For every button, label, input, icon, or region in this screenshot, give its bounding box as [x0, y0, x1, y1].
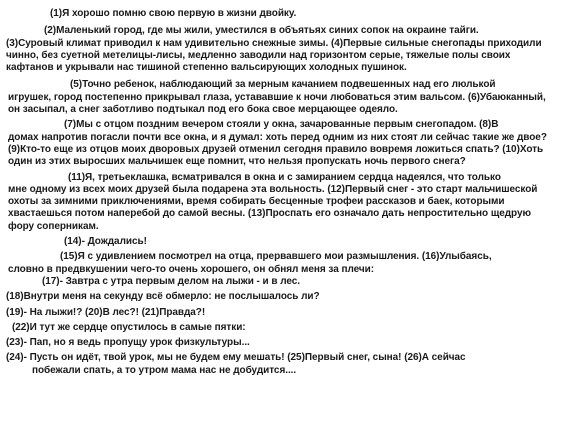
paragraph-19-text: (19)- На лыжи!? (20)В лес?! (21)Правда?!: [6, 306, 206, 318]
paragraph-11-continuation: мне одному из всех моих друзей была подарена эта вольность. (12)Первый снег - это старт мальчишеской охоты за зимними приключениями, время собирать бесценные трофеи рассказов и баек, которыми хвастаешься потом наперебой до самой весны. (13)Проспать его означало дать непростительно щедрую фору соперникам.: [8, 183, 538, 232]
paragraph-11: [0, 169, 573, 233]
paragraph-15-first-line: (15)Я с удивлением посмотрел на отца, прервавшего мои размышления. (16)Улыбаясь,: [60, 251, 492, 263]
paragraph-7-first-line: (7)Мы с отцом поздним вечером стояли у окна, зачарованные первым снегопадом. (8)В: [64, 119, 499, 131]
paragraph-17-text: (17)- Завтра с утра первым делом на лыжи - и в лес.: [42, 275, 300, 287]
paragraph-5-continuation: игрушек, город постепенно прикрывал глаза, устававшие к ночи любоваться этим вальсом. (6)Убаюканный, он засыпал, а снег заботливо подтыкал под его бока свое мерцающее одеяло.: [8, 91, 546, 116]
paragraph-15: [0, 248, 573, 276]
paragraph-22-text: (22)И тут же сердце опустилось в самые пятки:: [12, 321, 246, 333]
paragraph-22: [0, 319, 573, 334]
paragraph-23: [0, 334, 573, 349]
paragraph-5-first-line: (5)Точно ребенок, наблюдающий за мерным качанием подвешенных над его люлькой: [70, 79, 496, 91]
paragraph-24-first-line: (24)- Пусть он идёт, твой урок, мы не будем ему мешать! (25)Первый снег, сына! (26)А сейчас: [6, 352, 466, 364]
paragraph-5: [0, 74, 573, 116]
paragraph-24: [0, 349, 573, 377]
paragraph-14-text: (14)- Дождались!: [64, 236, 147, 248]
paragraph-19: [0, 304, 573, 319]
paragraph-2: [0, 20, 573, 74]
paragraph-7: [0, 116, 573, 168]
paragraph-11-first-line: (11)Я, третьеклашка, всматривался в окна и с замиранием сердца надеялся, что только: [68, 171, 501, 183]
paragraph-14: [0, 233, 573, 248]
paragraph-2-continuation: (3)Суровый климат приводил к нам удивительно снежные зимы. (4)Первые сильные снегопады приходили чинно, без суетной метелицы-лисы, медленно заводили над горизонтом серые, тяжелые полы своих кафтанов и укрывали нас тишиной степенно вальсирующих холодных пушинок.: [6, 37, 542, 74]
paragraph-17: [0, 276, 573, 288]
paragraph-1-text: (1)Я хорошо помню свою первую в жизни двойку.: [50, 8, 297, 19]
paragraph-1: [0, 0, 573, 20]
paragraph-18: [0, 288, 573, 303]
paragraph-23-text: (23)- Пап, но я ведь пропущу урок физкультуры...: [6, 337, 250, 349]
paragraph-2-first-line: (2)Маленький город, где мы жили, уместился в объятьях синих сопок на окраине тайги.: [44, 25, 479, 37]
paragraph-15-continuation: словно в предвкушении чего-то очень хорошего, он обнял меня за плечи:: [8, 263, 375, 275]
paragraph-18-text: (18)Внутри меня на секунду всё обмерло: не послышалось ли?: [6, 291, 320, 303]
paragraph-7-continuation: домах напротив погасли почти все окна, и я думал: хоть перед одним из них стоят ли сейчас такие же двое? (9)Кто-то еще из отцов моих дворовых друзей отменил сегодня правило вовремя ложиться спать? (10)Хоть один из этих выросших мальчишек еще помнит, что нельзя пропускать ночь первого снега?: [8, 131, 547, 168]
paragraph-24-continuation: побежали спать, а то утром мама нас не добудится....: [32, 364, 297, 376]
